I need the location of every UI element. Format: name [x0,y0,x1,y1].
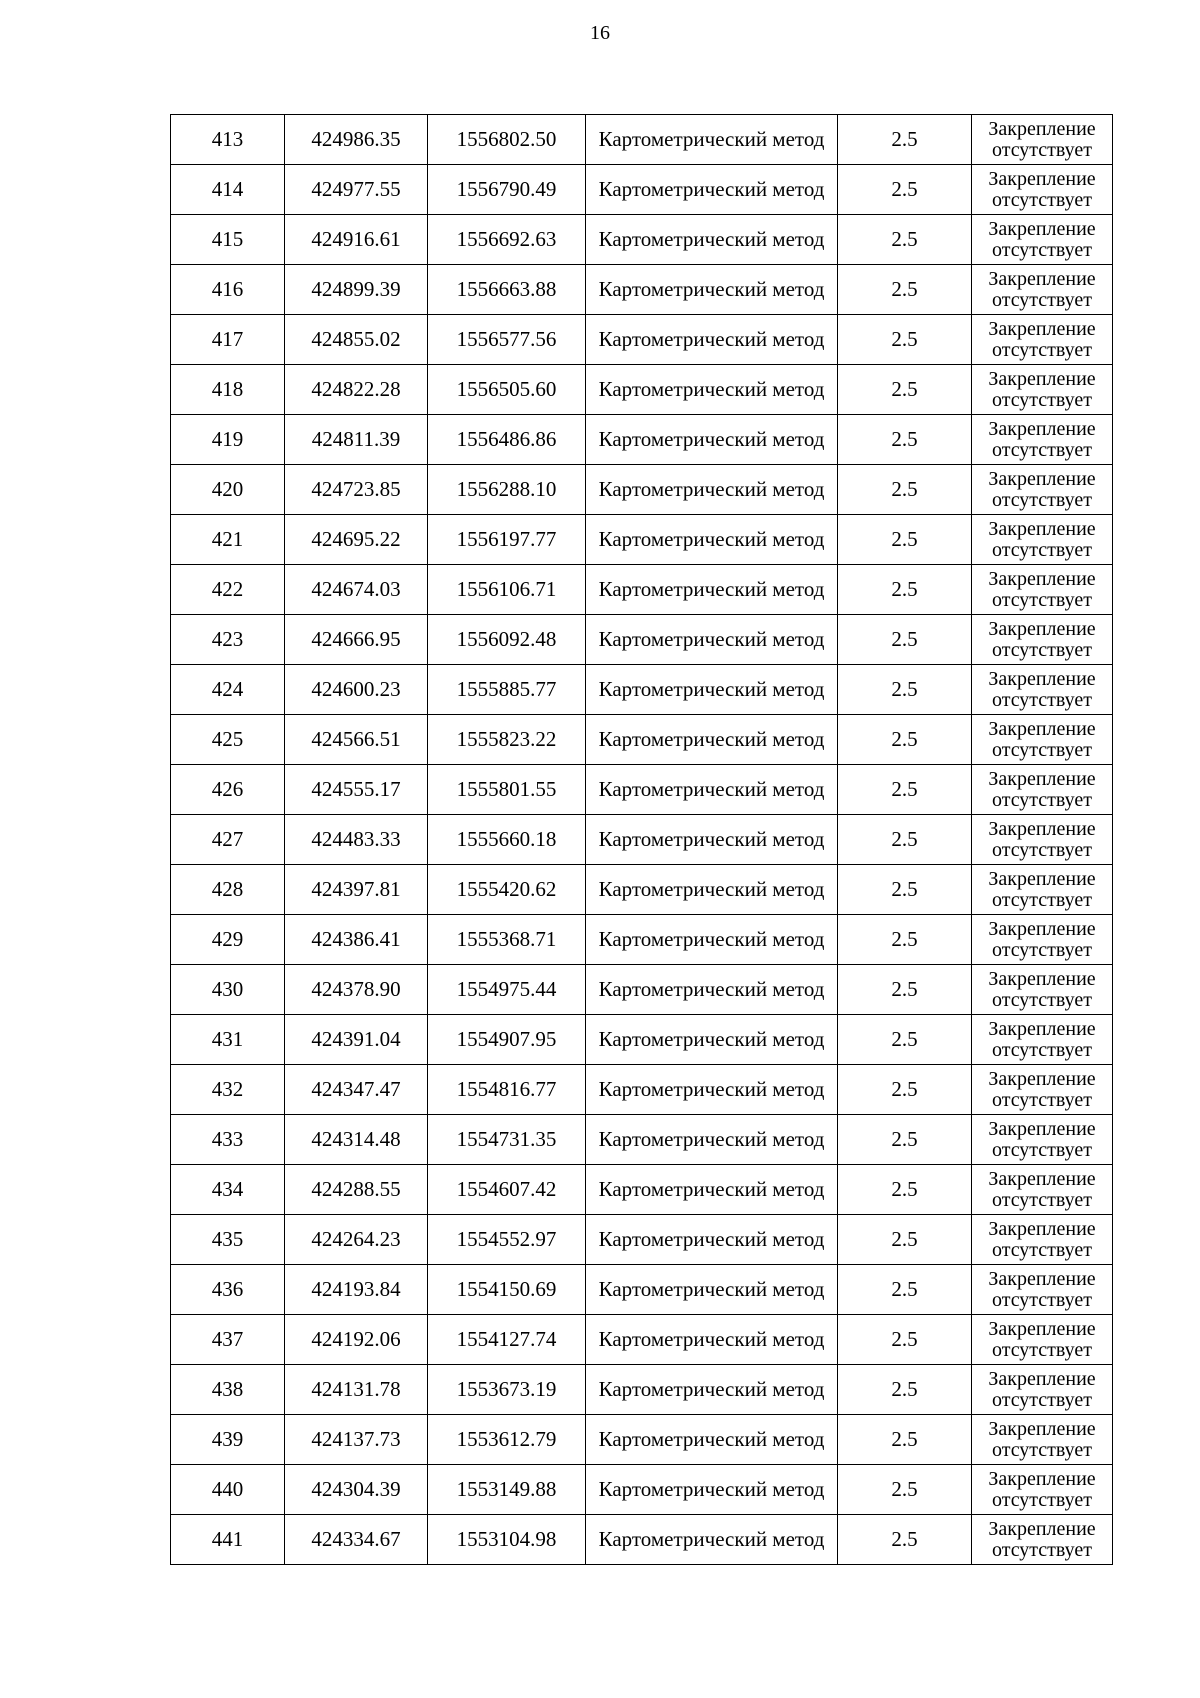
accuracy-cell: 2.5 [838,1215,972,1265]
method-cell: Картометрический метод [586,1165,838,1215]
x-coordinate-cell: 424131.78 [285,1365,428,1415]
y-coordinate-cell: 1553104.98 [428,1515,586,1565]
marking-note-cell: Закрепление отсутствует [972,1265,1113,1315]
marking-note-cell: Закрепление отсутствует [972,215,1113,265]
accuracy-cell: 2.5 [838,1165,972,1215]
y-coordinate-cell: 1553612.79 [428,1415,586,1465]
table-row [171,465,1113,515]
point-number-cell: 424 [171,665,285,715]
method-cell: Картометрический метод [586,315,838,365]
marking-note-cell: Закрепление отсутствует [972,1465,1113,1515]
x-coordinate-cell: 424378.90 [285,965,428,1015]
method-cell: Картометрический метод [586,665,838,715]
accuracy-cell: 2.5 [838,365,972,415]
method-cell: Картометрический метод [586,865,838,915]
marking-note-cell: Закрепление отсутствует [972,1215,1113,1265]
accuracy-cell: 2.5 [838,615,972,665]
point-number-cell: 418 [171,365,285,415]
marking-note-cell: Закрепление отсутствует [972,165,1113,215]
x-coordinate-cell: 424855.02 [285,315,428,365]
method-cell: Картометрический метод [586,765,838,815]
x-coordinate-cell: 424386.41 [285,915,428,965]
accuracy-cell: 2.5 [838,465,972,515]
marking-note-cell: Закрепление отсутствует [972,115,1113,165]
point-number-cell: 431 [171,1015,285,1065]
y-coordinate-cell: 1556802.50 [428,115,586,165]
y-coordinate-cell: 1553149.88 [428,1465,586,1515]
accuracy-cell: 2.5 [838,1415,972,1465]
table-row [171,1265,1113,1315]
x-coordinate-cell: 424723.85 [285,465,428,515]
point-number-cell: 415 [171,215,285,265]
x-coordinate-cell: 424811.39 [285,415,428,465]
y-coordinate-cell: 1554975.44 [428,965,586,1015]
accuracy-cell: 2.5 [838,665,972,715]
coordinates-table [170,114,1113,1565]
table-row [171,1415,1113,1465]
method-cell: Картометрический метод [586,565,838,615]
marking-note-cell: Закрепление отсутствует [972,1015,1113,1065]
y-coordinate-cell: 1556505.60 [428,365,586,415]
marking-note-cell: Закрепление отсутствует [972,1065,1113,1115]
x-coordinate-cell: 424137.73 [285,1415,428,1465]
y-coordinate-cell: 1555420.62 [428,865,586,915]
point-number-cell: 432 [171,1065,285,1115]
table-row [171,1215,1113,1265]
x-coordinate-cell: 424899.39 [285,265,428,315]
table-row [171,765,1113,815]
point-number-cell: 430 [171,965,285,1015]
method-cell: Картометрический метод [586,115,838,165]
marking-note-cell: Закрепление отсутствует [972,415,1113,465]
x-coordinate-cell: 424483.33 [285,815,428,865]
method-cell: Картометрический метод [586,1065,838,1115]
marking-note-cell: Закрепление отсутствует [972,515,1113,565]
accuracy-cell: 2.5 [838,1465,972,1515]
y-coordinate-cell: 1556577.56 [428,315,586,365]
table-row [171,1015,1113,1065]
y-coordinate-cell: 1554731.35 [428,1115,586,1165]
marking-note-cell: Закрепление отсутствует [972,1365,1113,1415]
method-cell: Картометрический метод [586,165,838,215]
marking-note-cell: Закрепление отсутствует [972,1415,1113,1465]
point-number-cell: 414 [171,165,285,215]
x-coordinate-cell: 424695.22 [285,515,428,565]
table-row [171,1065,1113,1115]
table-row [171,1365,1113,1415]
point-number-cell: 421 [171,515,285,565]
accuracy-cell: 2.5 [838,1515,972,1565]
marking-note-cell: Закрепление отсутствует [972,265,1113,315]
point-number-cell: 428 [171,865,285,915]
table-row [171,815,1113,865]
x-coordinate-cell: 424674.03 [285,565,428,615]
marking-note-cell: Закрепление отсутствует [972,965,1113,1015]
table-row [171,1115,1113,1165]
point-number-cell: 434 [171,1165,285,1215]
accuracy-cell: 2.5 [838,765,972,815]
y-coordinate-cell: 1556486.86 [428,415,586,465]
x-coordinate-cell: 424193.84 [285,1265,428,1315]
marking-note-cell: Закрепление отсутствует [972,315,1113,365]
method-cell: Картометрический метод [586,1015,838,1065]
accuracy-cell: 2.5 [838,315,972,365]
method-cell: Картометрический метод [586,815,838,865]
point-number-cell: 440 [171,1465,285,1515]
x-coordinate-cell: 424666.95 [285,615,428,665]
table-row [171,515,1113,565]
method-cell: Картометрический метод [586,1265,838,1315]
x-coordinate-cell: 424288.55 [285,1165,428,1215]
y-coordinate-cell: 1556197.77 [428,515,586,565]
method-cell: Картометрический метод [586,465,838,515]
table-row [171,715,1113,765]
marking-note-cell: Закрепление отсутствует [972,815,1113,865]
marking-note-cell: Закрепление отсутствует [972,1165,1113,1215]
y-coordinate-cell: 1556663.88 [428,265,586,315]
point-number-cell: 439 [171,1415,285,1465]
marking-note-cell: Закрепление отсутствует [972,1515,1113,1565]
y-coordinate-cell: 1555823.22 [428,715,586,765]
y-coordinate-cell: 1554816.77 [428,1065,586,1115]
y-coordinate-cell: 1555801.55 [428,765,586,815]
accuracy-cell: 2.5 [838,565,972,615]
point-number-cell: 422 [171,565,285,615]
x-coordinate-cell: 424304.39 [285,1465,428,1515]
y-coordinate-cell: 1554907.95 [428,1015,586,1065]
x-coordinate-cell: 424916.61 [285,215,428,265]
point-number-cell: 435 [171,1215,285,1265]
marking-note-cell: Закрепление отсутствует [972,765,1113,815]
marking-note-cell: Закрепление отсутствует [972,565,1113,615]
method-cell: Картометрический метод [586,215,838,265]
table-row [171,665,1113,715]
marking-note-cell: Закрепление отсутствует [972,1315,1113,1365]
y-coordinate-cell: 1554552.97 [428,1215,586,1265]
x-coordinate-cell: 424314.48 [285,1115,428,1165]
point-number-cell: 438 [171,1365,285,1415]
point-number-cell: 429 [171,915,285,965]
table-row [171,415,1113,465]
point-number-cell: 441 [171,1515,285,1565]
y-coordinate-cell: 1556106.71 [428,565,586,615]
y-coordinate-cell: 1555660.18 [428,815,586,865]
marking-note-cell: Закрепление отсутствует [972,715,1113,765]
point-number-cell: 427 [171,815,285,865]
point-number-cell: 420 [171,465,285,515]
marking-note-cell: Закрепление отсутствует [972,665,1113,715]
y-coordinate-cell: 1554150.69 [428,1265,586,1315]
y-coordinate-cell: 1554607.42 [428,1165,586,1215]
point-number-cell: 413 [171,115,285,165]
x-coordinate-cell: 424555.17 [285,765,428,815]
point-number-cell: 416 [171,265,285,315]
table-row [171,615,1113,665]
method-cell: Картометрический метод [586,1115,838,1165]
table-row [171,215,1113,265]
method-cell: Картометрический метод [586,965,838,1015]
accuracy-cell: 2.5 [838,165,972,215]
method-cell: Картометрический метод [586,365,838,415]
method-cell: Картометрический метод [586,1215,838,1265]
point-number-cell: 433 [171,1115,285,1165]
x-coordinate-cell: 424566.51 [285,715,428,765]
table-row [171,315,1113,365]
point-number-cell: 417 [171,315,285,365]
method-cell: Картометрический метод [586,715,838,765]
accuracy-cell: 2.5 [838,865,972,915]
table-row [171,1465,1113,1515]
x-coordinate-cell: 424986.35 [285,115,428,165]
method-cell: Картометрический метод [586,515,838,565]
marking-note-cell: Закрепление отсутствует [972,615,1113,665]
method-cell: Картометрический метод [586,1515,838,1565]
accuracy-cell: 2.5 [838,415,972,465]
x-coordinate-cell: 424192.06 [285,1315,428,1365]
table-row [171,265,1113,315]
method-cell: Картометрический метод [586,265,838,315]
accuracy-cell: 2.5 [838,1115,972,1165]
accuracy-cell: 2.5 [838,965,972,1015]
accuracy-cell: 2.5 [838,215,972,265]
table-row [171,1315,1113,1365]
table-row [171,365,1113,415]
table-row [171,965,1113,1015]
accuracy-cell: 2.5 [838,115,972,165]
accuracy-cell: 2.5 [838,815,972,865]
y-coordinate-cell: 1556790.49 [428,165,586,215]
accuracy-cell: 2.5 [838,1015,972,1065]
method-cell: Картометрический метод [586,415,838,465]
marking-note-cell: Закрепление отсутствует [972,865,1113,915]
y-coordinate-cell: 1556692.63 [428,215,586,265]
point-number-cell: 419 [171,415,285,465]
y-coordinate-cell: 1553673.19 [428,1365,586,1415]
x-coordinate-cell: 424977.55 [285,165,428,215]
accuracy-cell: 2.5 [838,265,972,315]
table-row [171,115,1113,165]
x-coordinate-cell: 424391.04 [285,1015,428,1065]
marking-note-cell: Закрепление отсутствует [972,915,1113,965]
table-row [171,165,1113,215]
table-row [171,1165,1113,1215]
accuracy-cell: 2.5 [838,515,972,565]
method-cell: Картометрический метод [586,1365,838,1415]
point-number-cell: 425 [171,715,285,765]
point-number-cell: 436 [171,1265,285,1315]
x-coordinate-cell: 424600.23 [285,665,428,715]
method-cell: Картометрический метод [586,1465,838,1515]
method-cell: Картометрический метод [586,615,838,665]
y-coordinate-cell: 1554127.74 [428,1315,586,1365]
y-coordinate-cell: 1556288.10 [428,465,586,515]
coordinates-table-body [171,115,1113,1565]
x-coordinate-cell: 424822.28 [285,365,428,415]
page-number: 16 [590,22,610,44]
accuracy-cell: 2.5 [838,715,972,765]
accuracy-cell: 2.5 [838,915,972,965]
x-coordinate-cell: 424347.47 [285,1065,428,1115]
table-row [171,915,1113,965]
accuracy-cell: 2.5 [838,1365,972,1415]
y-coordinate-cell: 1555885.77 [428,665,586,715]
point-number-cell: 423 [171,615,285,665]
accuracy-cell: 2.5 [838,1265,972,1315]
point-number-cell: 426 [171,765,285,815]
method-cell: Картометрический метод [586,1315,838,1365]
marking-note-cell: Закрепление отсутствует [972,365,1113,415]
table-row [171,865,1113,915]
point-number-cell: 437 [171,1315,285,1365]
marking-note-cell: Закрепление отсутствует [972,465,1113,515]
table-row [171,565,1113,615]
y-coordinate-cell: 1555368.71 [428,915,586,965]
marking-note-cell: Закрепление отсутствует [972,1115,1113,1165]
method-cell: Картометрический метод [586,915,838,965]
method-cell: Картометрический метод [586,1415,838,1465]
accuracy-cell: 2.5 [838,1065,972,1115]
table-row [171,1515,1113,1565]
x-coordinate-cell: 424264.23 [285,1215,428,1265]
x-coordinate-cell: 424334.67 [285,1515,428,1565]
accuracy-cell: 2.5 [838,1315,972,1365]
y-coordinate-cell: 1556092.48 [428,615,586,665]
x-coordinate-cell: 424397.81 [285,865,428,915]
